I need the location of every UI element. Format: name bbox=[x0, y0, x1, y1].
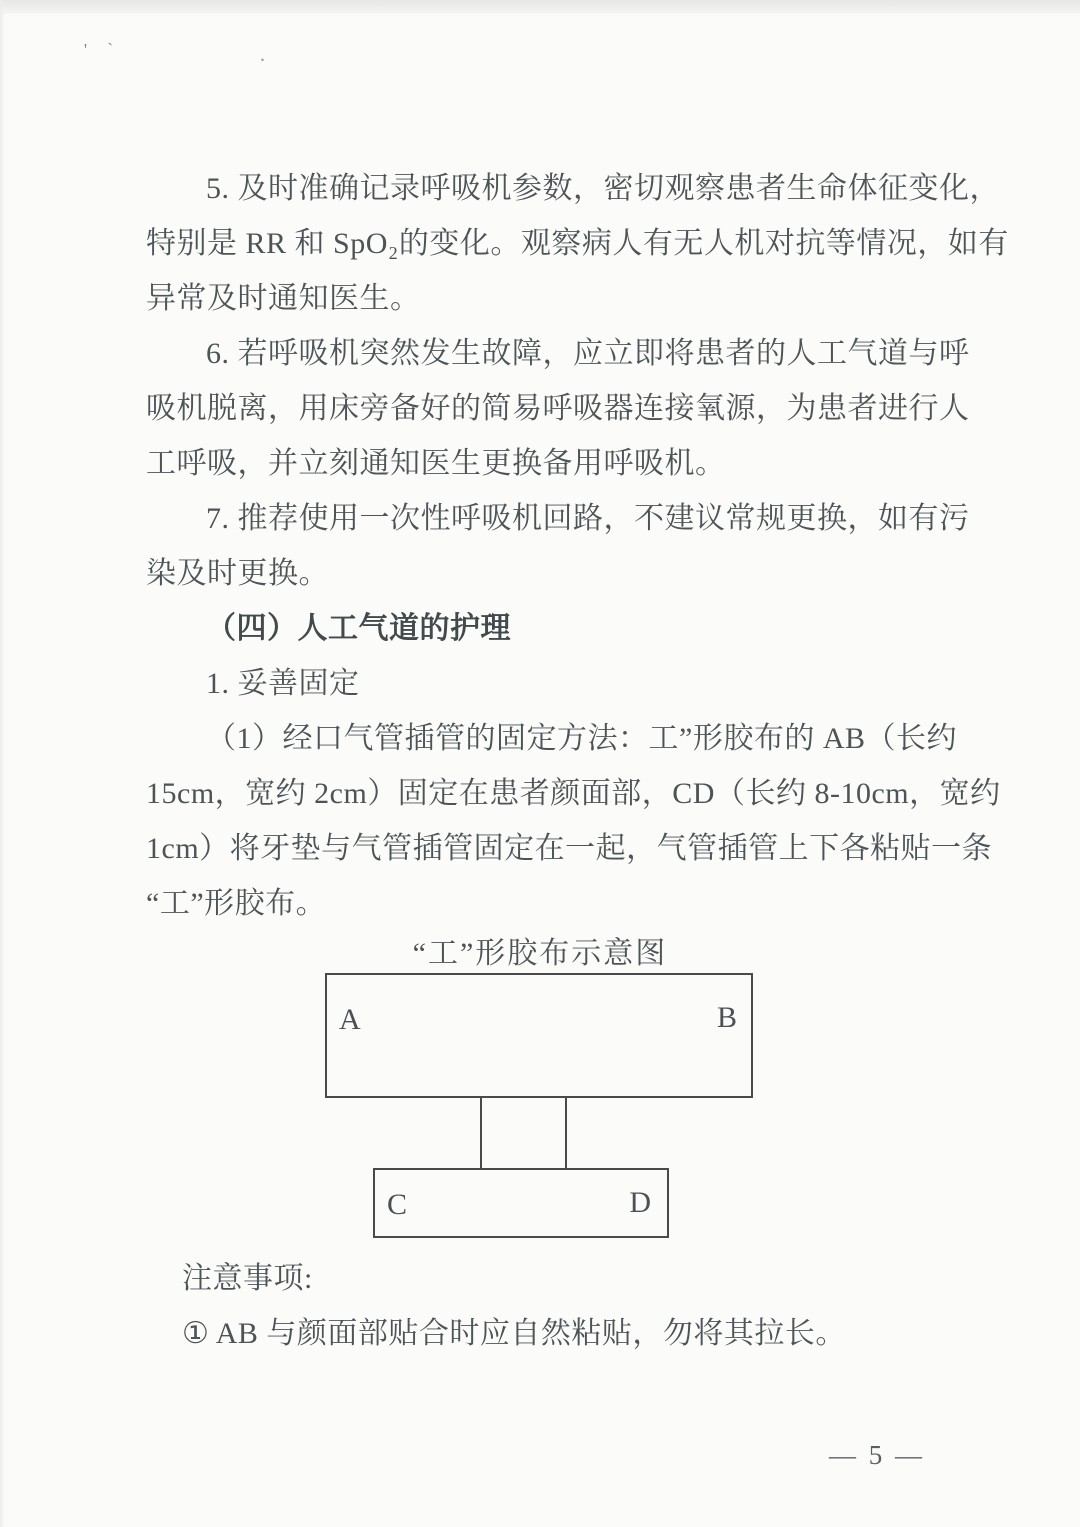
body-line-sub1-1: （1）经口气管插管的固定方法：工”形胶布的 AB（长约 bbox=[206, 722, 957, 755]
page-number: — 5 — bbox=[829, 1440, 925, 1470]
body-line-sub1-4: “工”形胶布。 bbox=[146, 887, 327, 920]
scan-artifact-marks: ' ` bbox=[84, 40, 121, 59]
diagram-connector bbox=[480, 1098, 567, 1168]
diagram-top-rectangle bbox=[325, 973, 753, 1098]
diagram-label-b: B bbox=[716, 1001, 737, 1034]
notes-block bbox=[182, 1251, 982, 1361]
body-line-p5-1: 5. 及时准确记录呼吸机参数，密切观察患者生命体征变化， bbox=[206, 172, 1000, 205]
figure-title: “工”形胶布示意图 bbox=[412, 937, 668, 970]
body-line-item1: 1. 妥善固定 bbox=[206, 667, 360, 700]
body-line-p6-2: 吸机脱离，用床旁备好的简易呼吸器连接氧源，为患者进行人 bbox=[146, 392, 970, 425]
body-line-p7-1: 7. 推荐使用一次性呼吸机回路，不建议常规更换，如有污 bbox=[206, 502, 970, 535]
body-line-sub1-3: 1cm）将牙垫与气管插管固定在一起，气管插管上下各粘贴一条 bbox=[146, 832, 993, 865]
body-line-p5-2: 特别是 RR 和 SpO₂的变化。观察病人有无人机对抗等情况，如有 bbox=[146, 227, 1009, 260]
body-line-p6-3: 工呼吸，并立刻通知医生更换备用呼吸机。 bbox=[146, 447, 726, 480]
scan-left-edge bbox=[0, 0, 5, 1527]
diagram-label-a: A bbox=[339, 1003, 361, 1036]
body-line-sub1-2: 15cm，宽约 2cm）固定在患者颜面部，CD（长约 8-10cm，宽约 bbox=[146, 777, 1001, 810]
scan-top-edge bbox=[0, 0, 1080, 14]
body-text bbox=[146, 161, 1009, 931]
body-line-p5-3: 异常及时通知医生。 bbox=[146, 282, 421, 315]
diagram-label-c: C bbox=[387, 1188, 408, 1221]
diagram-label-d: D bbox=[629, 1186, 651, 1219]
section-heading: （四）人工气道的护理 bbox=[206, 612, 511, 645]
body-line-p7-2: 染及时更换。 bbox=[146, 557, 329, 590]
notes-heading: 注意事项: bbox=[182, 1262, 313, 1295]
scan-artifact-dot: . bbox=[260, 44, 265, 66]
diagram-bottom-rectangle bbox=[373, 1168, 669, 1238]
body-line-p6-1: 6. 若呼吸机突然发生故障，应立即将患者的人工气道与呼 bbox=[206, 337, 970, 370]
tape-diagram bbox=[0, 973, 1080, 1239]
notes-item-1: ① AB 与颜面部贴合时应自然粘贴，勿将其拉长。 bbox=[182, 1317, 846, 1350]
